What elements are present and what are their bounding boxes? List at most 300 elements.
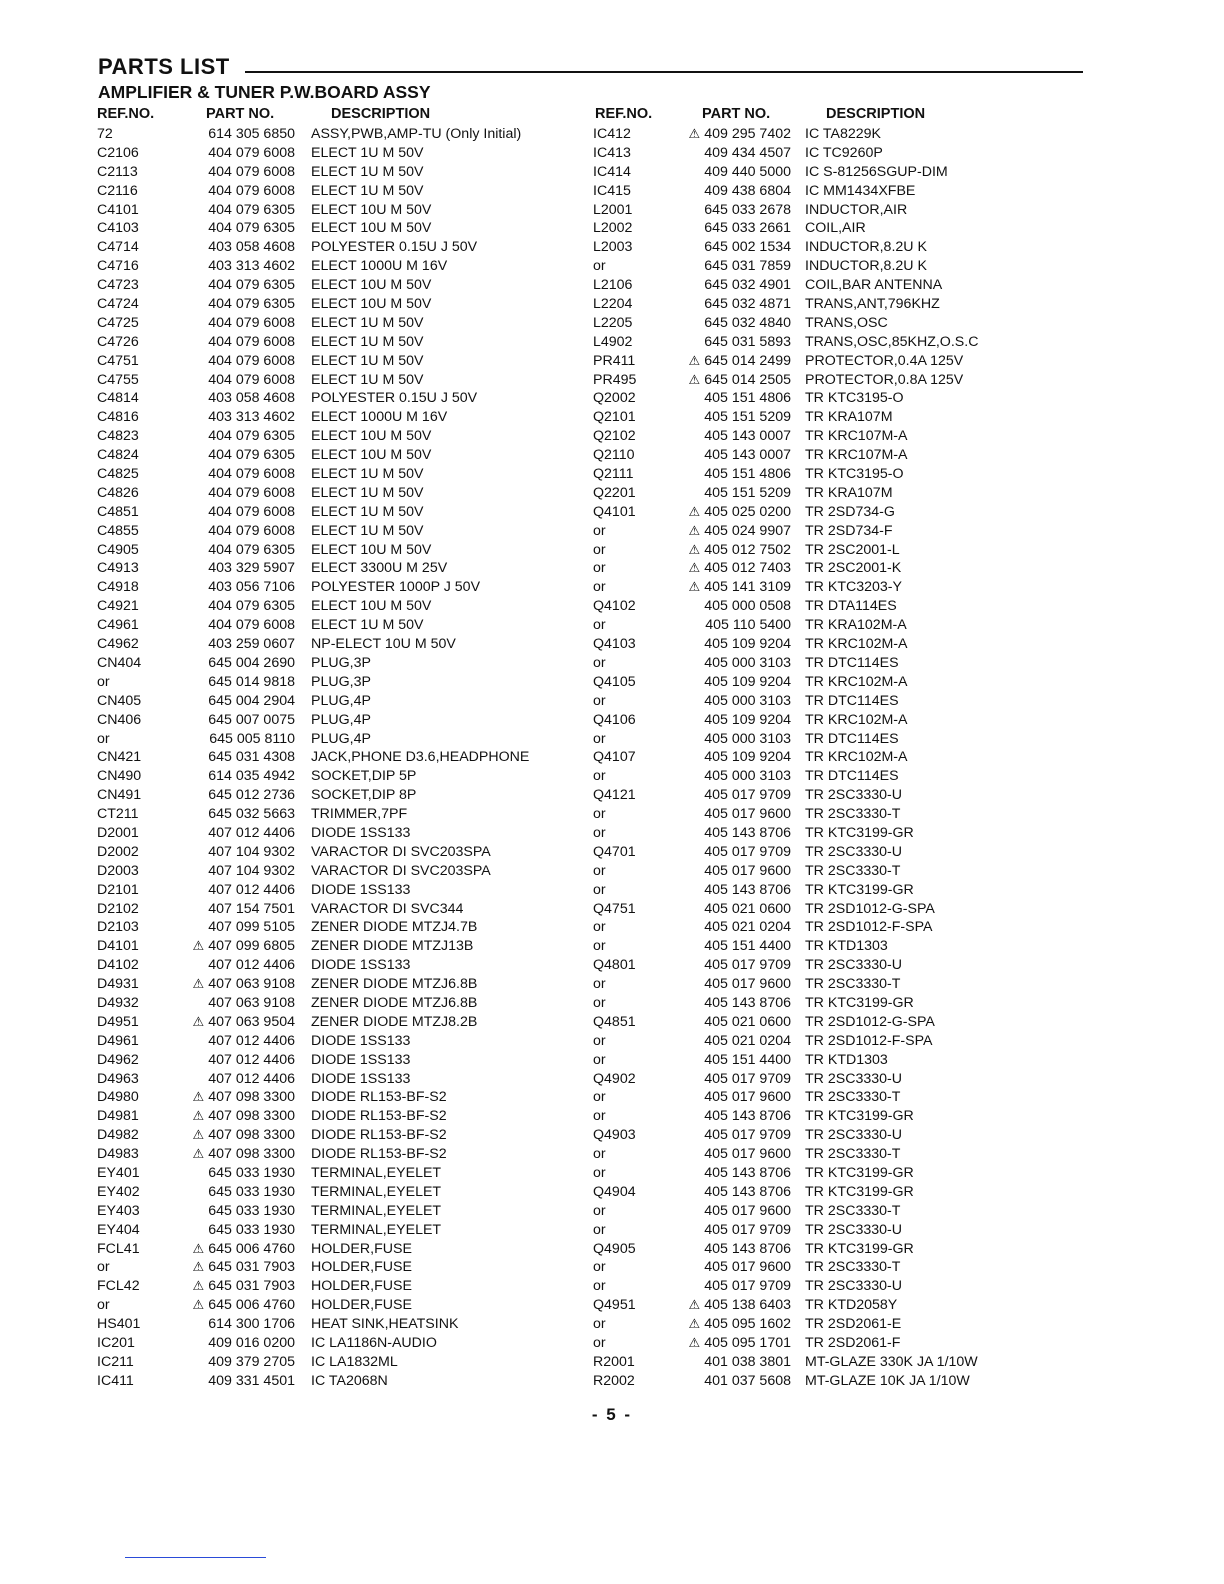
part-no [673, 1127, 791, 1143]
part-number-text: 405 151 4400 [704, 938, 791, 955]
description: HOLDER,FUSE [311, 1297, 412, 1314]
ref-no: D4962 [97, 1051, 139, 1068]
table-row [97, 144, 557, 163]
description: TR DTC114ES [805, 692, 899, 709]
description: TR 2SD1012-F-SPA [805, 919, 933, 936]
page-number: - 5 - [591, 1405, 633, 1424]
description: ELECT 10U M 50V [311, 201, 432, 218]
part-no [185, 712, 295, 728]
ref-no: C2106 [97, 144, 139, 161]
part-no [185, 976, 295, 992]
table-row [97, 692, 557, 711]
ref-no: EY401 [97, 1164, 140, 1181]
ref-no: or [593, 938, 606, 955]
safety-warning-icon: ⚠ [688, 126, 701, 141]
ref-no: C4725 [97, 314, 139, 331]
table-row [97, 465, 557, 484]
table-row [593, 1107, 1033, 1126]
description: TR 2SC2001-K [805, 560, 902, 577]
table-row [593, 465, 1033, 484]
description: TR KTC3199-GR [805, 824, 914, 841]
table-row [593, 1032, 1033, 1051]
part-no [673, 296, 791, 312]
table-row [593, 219, 1033, 238]
part-number-text: 405 024 9907 [704, 522, 791, 539]
table-row [593, 918, 1033, 937]
part-no [673, 353, 791, 369]
ref-no: IC412 [593, 126, 631, 142]
description: PLUG,3P [311, 654, 371, 671]
description: ELECT 1U M 50V [311, 466, 424, 483]
part-number-text: 404 079 6305 [208, 428, 295, 445]
table-row [97, 559, 557, 578]
ref-no: Q4102 [593, 598, 636, 615]
part-number-text: 404 079 6008 [208, 371, 295, 388]
description: PLUG,4P [311, 711, 371, 728]
safety-warning-icon: ⚠ [688, 522, 701, 538]
description: TR KRC107M-A [805, 428, 908, 445]
ref-no: or [593, 1278, 606, 1295]
ref-no: C4751 [97, 352, 139, 369]
part-no [185, 1354, 295, 1370]
part-number-text: 645 033 2661 [704, 220, 791, 237]
part-no [673, 844, 791, 860]
ref-no: C4921 [97, 598, 139, 615]
table-row [593, 730, 1033, 749]
part-number-text: 407 063 9108 [208, 994, 295, 1011]
table-row [97, 541, 557, 560]
part-no [673, 485, 791, 501]
ref-no: D4963 [97, 1070, 139, 1087]
ref-no: Q4903 [593, 1127, 636, 1144]
part-number-text: 405 017 9709 [704, 1127, 791, 1144]
part-no [673, 126, 791, 142]
part-no [185, 202, 295, 218]
ref-no: D4102 [97, 957, 139, 974]
part-no [185, 560, 295, 576]
ref-no: 72 [97, 126, 113, 142]
part-no [185, 693, 295, 709]
table-row [593, 692, 1033, 711]
part-number-text: 645 032 4840 [704, 314, 791, 331]
description: TERMINAL,EYELET [311, 1221, 442, 1238]
table-row [97, 748, 557, 767]
part-no [185, 1127, 295, 1143]
part-no [673, 202, 791, 218]
table-row [97, 1164, 557, 1183]
part-no [673, 674, 791, 690]
table-row [593, 446, 1033, 465]
part-no [673, 1108, 791, 1124]
table-row [97, 1013, 557, 1032]
ref-no: or [593, 1146, 606, 1163]
part-no [673, 712, 791, 728]
part-number-text: 405 109 9204 [704, 711, 791, 728]
description: TR 2SC3330-U [805, 1070, 902, 1087]
ref-no: Q4751 [593, 900, 636, 917]
ref-no: Q4905 [593, 1240, 636, 1257]
ref-no: IC413 [593, 144, 631, 161]
part-no [185, 372, 295, 388]
ref-no: D4931 [97, 976, 139, 993]
description: DIODE RL153-BF-S2 [311, 1146, 447, 1163]
part-number-text: 409 331 4501 [208, 1372, 295, 1389]
description: TR DTC114ES [805, 654, 899, 671]
table-row [593, 257, 1033, 276]
description: ELECT 10U M 50V [311, 220, 432, 237]
part-number-text: 407 104 9302 [208, 843, 295, 860]
description: TR KRC102M-A [805, 749, 908, 766]
part-number-text: 645 031 4308 [208, 749, 295, 766]
description: TRANS,OSC [805, 314, 888, 331]
table-row [97, 805, 557, 824]
ref-no: C4814 [97, 390, 139, 407]
part-number-text: 407 098 3300 [208, 1127, 295, 1144]
part-number-text: 404 079 6008 [208, 163, 295, 180]
table-row [97, 1334, 557, 1353]
ref-no: EY404 [97, 1221, 140, 1238]
part-number-text: 645 031 7903 [208, 1259, 295, 1276]
ref-no: L2003 [593, 239, 633, 256]
part-no [185, 542, 295, 558]
part-no [673, 315, 791, 331]
part-no [185, 1316, 295, 1332]
part-number-text: 407 063 9504 [208, 1013, 295, 1030]
footer-line [125, 1557, 266, 1558]
ref-no: CN491 [97, 787, 142, 804]
table-row [593, 1126, 1033, 1145]
table-row [97, 1258, 557, 1277]
page-title: PARTS LIST [98, 54, 230, 79]
part-no [185, 145, 295, 161]
description: TR 2SC3330-T [805, 806, 901, 823]
table-row [97, 484, 557, 503]
description: DIODE 1SS133 [311, 957, 411, 974]
description: SOCKET,DIP 8P [311, 787, 417, 804]
description: TR KTD1303 [805, 1051, 888, 1068]
part-no [673, 334, 791, 350]
table-row [593, 597, 1033, 616]
ref-no: Q2102 [593, 428, 636, 445]
table-row [97, 1145, 557, 1164]
description: ELECT 1U M 50V [311, 503, 424, 520]
ref-no: D4980 [97, 1089, 139, 1106]
ref-no: C4723 [97, 277, 139, 294]
part-no [673, 598, 791, 614]
table-row [593, 1202, 1033, 1221]
part-no [673, 976, 791, 992]
ref-no: C4905 [97, 541, 139, 558]
table-row [593, 352, 1033, 371]
description: TR 2SD734-G [805, 503, 895, 520]
ref-no: Q4902 [593, 1070, 636, 1087]
part-number-text: 645 032 4871 [704, 296, 791, 313]
part-no [185, 882, 295, 898]
ref-no: CN405 [97, 692, 142, 709]
description: VARACTOR DI SVC203SPA [311, 843, 491, 860]
ref-no: L2204 [593, 296, 633, 313]
part-no [185, 164, 295, 180]
table-row [593, 503, 1033, 522]
part-number-text: 645 014 2499 [704, 352, 791, 369]
ref-no: D4101 [97, 938, 139, 955]
table-row [97, 1315, 557, 1334]
part-number-text: 405 000 3103 [704, 692, 791, 709]
part-no [185, 296, 295, 312]
table-row [97, 389, 557, 408]
table-row [97, 1240, 557, 1259]
part-number-text: 405 017 9709 [704, 957, 791, 974]
part-no [673, 409, 791, 425]
part-number-text: 645 032 4901 [704, 277, 791, 294]
ref-no: Q4851 [593, 1013, 636, 1030]
part-no [185, 485, 295, 501]
part-no [185, 1335, 295, 1351]
description: ZENER DIODE MTZJ6.8B [311, 994, 478, 1011]
description: COIL,AIR [805, 220, 866, 237]
part-no [673, 901, 791, 917]
table-row [593, 427, 1033, 446]
ref-no: Q4106 [593, 711, 636, 728]
table-row [97, 1202, 557, 1221]
ref-no: or [593, 994, 606, 1011]
ref-no: C4824 [97, 447, 139, 464]
ref-no: or [97, 673, 110, 690]
ref-no: or [593, 1032, 606, 1049]
ref-no: D2003 [97, 862, 139, 879]
description: TR 2SD1012-G-SPA [805, 1013, 935, 1030]
table-row [97, 1032, 557, 1051]
table-row [593, 862, 1033, 881]
part-number-text: 409 016 0200 [208, 1335, 295, 1351]
safety-warning-icon: ⚠ [192, 938, 205, 954]
table-row [593, 616, 1033, 635]
description: TR KTC3195-O [805, 466, 904, 483]
ref-no: or [593, 768, 606, 785]
ref-no: or [593, 1316, 606, 1333]
table-row [593, 843, 1033, 862]
ref-no: C4755 [97, 371, 139, 388]
ref-no: Q4801 [593, 957, 636, 974]
part-number-text: 403 313 4602 [208, 409, 295, 426]
part-no [673, 1297, 791, 1313]
safety-warning-icon: ⚠ [688, 1335, 701, 1350]
table-row [593, 484, 1033, 503]
description: POLYESTER 0.15U J 50V [311, 239, 478, 256]
table-row [97, 163, 557, 182]
part-number-text: 403 259 0607 [208, 636, 295, 653]
ref-no: EY403 [97, 1202, 140, 1219]
description: ELECT 10U M 50V [311, 541, 432, 558]
table-row [97, 314, 557, 333]
ref-no: or [593, 522, 606, 539]
part-number-text: 407 154 7501 [208, 900, 295, 917]
description: ELECT 1U M 50V [311, 522, 424, 539]
part-number-text: 405 109 9204 [704, 636, 791, 653]
ref-no: Q4951 [593, 1297, 636, 1314]
part-number-text: 405 017 9600 [704, 1259, 791, 1276]
safety-warning-icon: ⚠ [192, 1127, 205, 1143]
description: ELECT 1U M 50V [311, 314, 424, 331]
description: TR 2SC3330-U [805, 957, 902, 974]
part-no [185, 466, 295, 482]
part-no [673, 542, 791, 558]
ref-no: PR411 [593, 352, 636, 369]
part-no [673, 277, 791, 293]
table-row [97, 503, 557, 522]
ref-no: C4826 [97, 484, 139, 501]
part-no [673, 636, 791, 652]
description: TR 2SC2001-L [805, 541, 900, 558]
part-no [673, 466, 791, 482]
part-number-text: 409 379 2705 [208, 1353, 295, 1370]
table-row [97, 616, 557, 635]
description: DIODE RL153-BF-S2 [311, 1108, 447, 1125]
part-number-text: 645 004 2690 [208, 654, 295, 671]
description: ELECT 10U M 50V [311, 428, 432, 445]
part-number-text: 404 079 6008 [208, 466, 295, 483]
part-no [673, 1033, 791, 1049]
part-no [185, 1165, 295, 1181]
part-number-text: 407 012 4406 [208, 957, 295, 974]
ref-no: or [593, 1051, 606, 1068]
description: ELECT 3300U M 25V [311, 560, 448, 577]
table-row [593, 786, 1033, 805]
part-no [673, 579, 791, 595]
part-number-text: 407 012 4406 [208, 824, 295, 841]
ref-no: D4981 [97, 1108, 139, 1125]
part-number-text: 404 079 6008 [208, 352, 295, 369]
ref-no: or [593, 862, 606, 879]
part-number-text: 645 031 5893 [704, 333, 791, 350]
description: TR 2SC3330-T [805, 1089, 901, 1106]
table-row [97, 1051, 557, 1070]
description: DIODE 1SS133 [311, 881, 411, 898]
part-number-text: 645 007 0075 [208, 711, 295, 728]
ref-no: D2102 [97, 900, 139, 917]
part-number-text: 401 037 5608 [704, 1372, 791, 1389]
safety-warning-icon: ⚠ [192, 1297, 205, 1313]
part-no [673, 164, 791, 180]
table-row [97, 673, 557, 692]
ref-no: or [593, 1259, 606, 1276]
table-row [593, 1013, 1033, 1032]
part-no [673, 938, 791, 954]
part-number-text: 403 058 4608 [208, 390, 295, 407]
part-number-text: 405 012 7502 [704, 541, 791, 558]
ref-no: C4855 [97, 522, 139, 539]
table-row [97, 843, 557, 862]
table-row [97, 1070, 557, 1089]
description: ELECT 1U M 50V [311, 144, 424, 161]
part-number-text: 405 017 9600 [704, 862, 791, 879]
part-no [185, 126, 295, 142]
description: TR KTC3199-GR [805, 1240, 914, 1257]
part-number-text: 404 079 6305 [208, 220, 295, 237]
part-no [185, 995, 295, 1011]
description: TR 2SC3330-U [805, 1278, 902, 1295]
part-no [185, 825, 295, 841]
part-number-text: 404 079 6008 [208, 144, 295, 161]
ref-no: C4913 [97, 560, 139, 577]
table-row [593, 295, 1033, 314]
part-no [673, 693, 791, 709]
ref-no: D2101 [97, 881, 139, 898]
safety-warning-icon: ⚠ [688, 1297, 701, 1313]
table-row [593, 333, 1033, 352]
ref-no: C4961 [97, 617, 139, 634]
part-no [185, 1297, 295, 1313]
table-row [593, 1088, 1033, 1107]
description: PROTECTOR,0.4A 125V [805, 352, 964, 369]
table-row [593, 1315, 1033, 1334]
part-no [185, 239, 295, 255]
table-row [97, 730, 557, 749]
part-no [673, 372, 791, 388]
part-number-text: 404 079 6305 [208, 201, 295, 218]
part-no [673, 1222, 791, 1238]
ref-no: D4932 [97, 994, 139, 1011]
part-number-text: 404 079 6305 [208, 296, 295, 313]
description: ELECT 1U M 50V [311, 333, 424, 350]
part-number-text: 407 012 4406 [208, 881, 295, 898]
part-no [185, 938, 295, 954]
ref-no: or [593, 881, 606, 898]
part-number-text: 405 143 8706 [704, 1108, 791, 1125]
table-row [593, 144, 1033, 163]
part-number-text: 407 099 6805 [208, 938, 295, 955]
description: TR 2SC3330-T [805, 862, 901, 879]
description: TR KTC3199-GR [805, 1108, 914, 1125]
ref-no: Q4904 [593, 1183, 636, 1200]
part-number-text: 405 143 8706 [704, 1164, 791, 1181]
part-no [673, 1052, 791, 1068]
ref-no: Q2201 [593, 484, 636, 501]
ref-no: HS401 [97, 1316, 141, 1333]
part-no [673, 1165, 791, 1181]
part-number-text: 401 038 3801 [704, 1353, 791, 1370]
description: ELECT 1000U M 16V [311, 258, 448, 275]
table-row [593, 1372, 1033, 1391]
description: VARACTOR DI SVC344 [311, 900, 464, 917]
part-number-text: 405 000 3103 [704, 730, 791, 747]
part-number-text: 645 014 2505 [704, 371, 791, 388]
table-row [97, 1353, 557, 1372]
description: JACK,PHONE D3.6,HEADPHONE [311, 749, 530, 766]
description: ASSY,PWB,AMP-TU (Only Initial) [311, 126, 522, 142]
part-number-text: 404 079 6008 [208, 503, 295, 520]
description: TR DTC114ES [805, 768, 899, 785]
ref-no: FCL42 [97, 1278, 140, 1295]
part-number-text: 405 110 5400 [705, 617, 791, 634]
table-row [97, 182, 557, 201]
ref-no: C4103 [97, 220, 139, 237]
description: POLYESTER 0.15U J 50V [311, 390, 478, 407]
ref-no: IC411 [97, 1372, 134, 1389]
description: TR KTD2058Y [805, 1297, 898, 1314]
description: TR 2SD1012-F-SPA [805, 1032, 933, 1049]
ref-no: D4982 [97, 1127, 139, 1144]
table-row [97, 333, 557, 352]
ref-no: or [97, 730, 110, 747]
table-row [593, 201, 1033, 220]
description: COIL,BAR ANTENNA [805, 277, 943, 294]
part-number-text: 405 021 0204 [704, 1032, 791, 1049]
table-row [97, 427, 557, 446]
table-row [593, 767, 1033, 786]
ref-no: CN404 [97, 654, 142, 671]
part-no [185, 1203, 295, 1219]
